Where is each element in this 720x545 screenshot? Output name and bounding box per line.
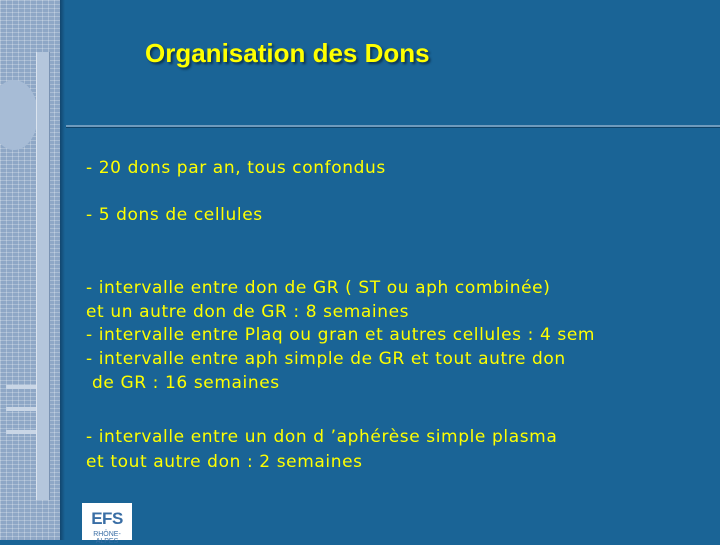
title-divider xyxy=(66,125,720,127)
sidebar-line xyxy=(6,430,36,434)
bullet-line: - intervalle entre don de GR ( ST ou aph combinée) xyxy=(86,278,551,298)
bullet-line: de GR : 16 semaines xyxy=(86,373,280,393)
bullet-line: - intervalle entre Plaq ou gran et autres cellules : 4 sem xyxy=(86,325,596,345)
decorative-sidebar xyxy=(0,0,60,540)
logo-subtext: RHÔNE-ALPES xyxy=(93,531,121,545)
slide-title: Organisation des Dons xyxy=(145,38,430,68)
bullet-line: et un autre don de GR : 8 semaines xyxy=(86,302,410,322)
efs-logo xyxy=(82,503,132,545)
bullet-line: et tout autre don : 2 semaines xyxy=(86,452,363,472)
bullet-line: - 5 dons de cellules xyxy=(86,205,263,225)
logo-text: EFS xyxy=(91,509,123,528)
sidebar-line xyxy=(6,385,36,389)
sidebar-shadow xyxy=(60,0,65,540)
bullet-line: - intervalle entre aph simple de GR et tout autre don xyxy=(86,349,566,369)
bullet-line: - 20 dons par an, tous confondus xyxy=(86,158,386,178)
sidebar-blob-shape xyxy=(0,80,38,150)
bullet-line: - intervalle entre un don d ’aphérèse simple plasma xyxy=(86,427,558,447)
sidebar-line xyxy=(6,407,36,411)
sidebar-vertical-bar xyxy=(36,52,50,500)
